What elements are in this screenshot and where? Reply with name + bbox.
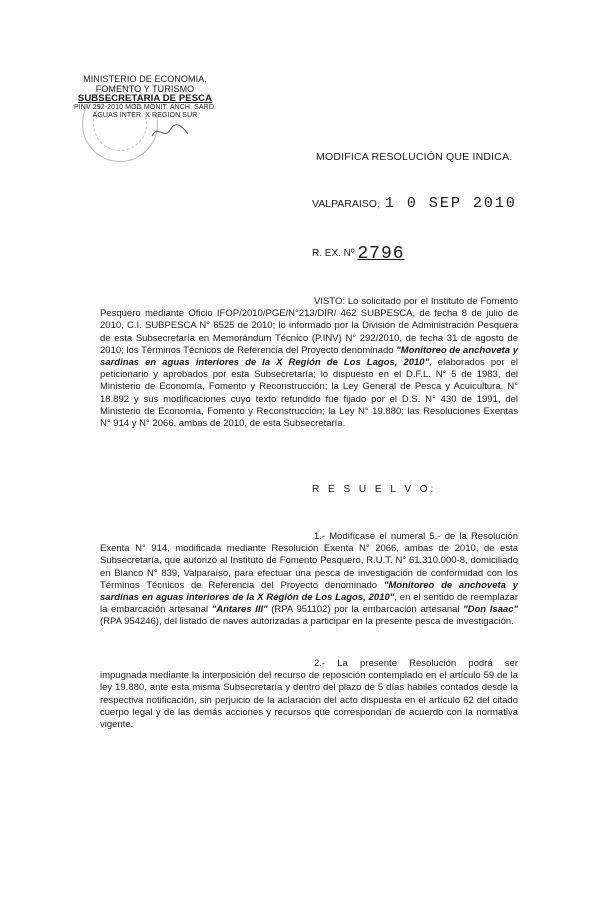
item-1-boat-2: "Don Isaac"	[463, 604, 518, 616]
visto-project-name: "Monitoreo de anchoveta y sardinas en aguas interiores de la X Región de Los Lagos, 2010"	[100, 344, 519, 369]
visto-text-1: VISTO: Lo solicitado por el Instituto de Fomento Pesquero mediante Oficio IFOP/2010/PGE/N°213/DIR/ 462 SUBPESCA, de fecha 8 de julio de 2010, C.I. SUBPESCA N° 6525 de 2010; lo informado por la División de Administración Pesquera de esta Subsecretaría en Memorándum Técnico (P.INV) N° 292/2010, de fecha 31 de agosto de 2010; los Términos Técnicos de Referencia del Proyecto denominado	[100, 296, 518, 356]
letterhead	[50, 74, 240, 120]
document-title: MODIFICA RESOLUCIÓN QUE INDICA.	[316, 151, 513, 163]
item-1-project-name: "Monitoreo de anchoveta y sardinas en aguas interiores de la X Región de Los Lagos, 2010"	[100, 579, 518, 604]
item-1-text-b: , en el sentido de reemplazar la embarcación artesanal	[100, 592, 518, 616]
item-1-text-d: (RPA 954246), del listado de naves autorizadas a participar en la presente pesca de investigación.	[100, 616, 514, 628]
item-1-boat-1: "Antares III"	[211, 604, 268, 616]
resolution-number: 2796	[357, 244, 405, 264]
ministry-subtitle: FOMENTO Y TURISMO	[95, 84, 195, 94]
resuelvo-heading: R E S U E L V O:	[312, 484, 437, 495]
date-stamp: 1 0 SEP 2010	[384, 195, 517, 212]
resolution-label: R. EX. Nº	[312, 248, 355, 259]
signature-mark	[150, 120, 190, 142]
item-2-paragraph	[100, 658, 518, 731]
item-2-text: 2.- La presente Resolución podrá ser impugnada mediante la interposición del recurso de reposición contemplado en el artículo 59 de la ley 19.880, ante esta misma Subsecretaría y dentro del plazo de 5 días hábiles contados desde la respectiva notificación, sin perjuicio de la aclaración del acto dispuesta en el artículo 62 del citado cuerpo legal y de las demás acciones y recursos que correspondan de acuerdo con la normativa vigente.	[100, 658, 518, 731]
resolution-number-line	[312, 242, 405, 262]
ministry-name: MINISTERIO DE ECONOMIA,	[83, 74, 207, 84]
visto-text-2: , elaborados por el peticionario y aprobados por esta Subsecretaría; lo dispuesto en el D.F.L. N° 5 de 1983, del Ministerio de Economía, Fomento y Reconstrucción; la Ley General de Pesca y Acuicultura, N° 18.892 y sus modificaciones cuyo texto refundido fue fijado por el D.S. N° 430 de 1991, del Ministerio de Economía, Fomento y Reconstrucción; la Ley N° 19.880; las Resoluciones Exentas N° 914 y N° 2066, ambas de 2010, de esta Subsecretaría.	[100, 357, 518, 430]
item-1-text-a: 1.- Modifícase el numeral 5.- de la Resolución Exenta N° 914, modificada mediante Resolución Exenta N° 2066, ambas de 2010, de esta Subsecretaría, que autorizó al Instituto de Fomento Pesquero, R.U.T. N° 61.310.000-8, domiciliado en Blanco N° 839, Valparaíso, para efectuar una pesca de investigación de conformidad con los Términos Técnicos de Referencia del Proyecto denominado	[100, 531, 518, 591]
item-1-text-c: (RPA 951102) por la embarcación artesanal	[267, 604, 464, 616]
date-prefix: VALPARAISO,	[312, 198, 380, 210]
visto-paragraph	[100, 296, 518, 430]
subsecretaria-name: SUBSECRETARIA DE PESCA	[77, 93, 213, 104]
reference-code: PINV 292-2010 MOD MONIT. ANCH. SARD.	[73, 104, 217, 111]
item-1-paragraph	[100, 531, 518, 629]
date-line	[312, 195, 517, 212]
reference-region: AGUAS INTER. X REGION SUR	[92, 112, 198, 119]
